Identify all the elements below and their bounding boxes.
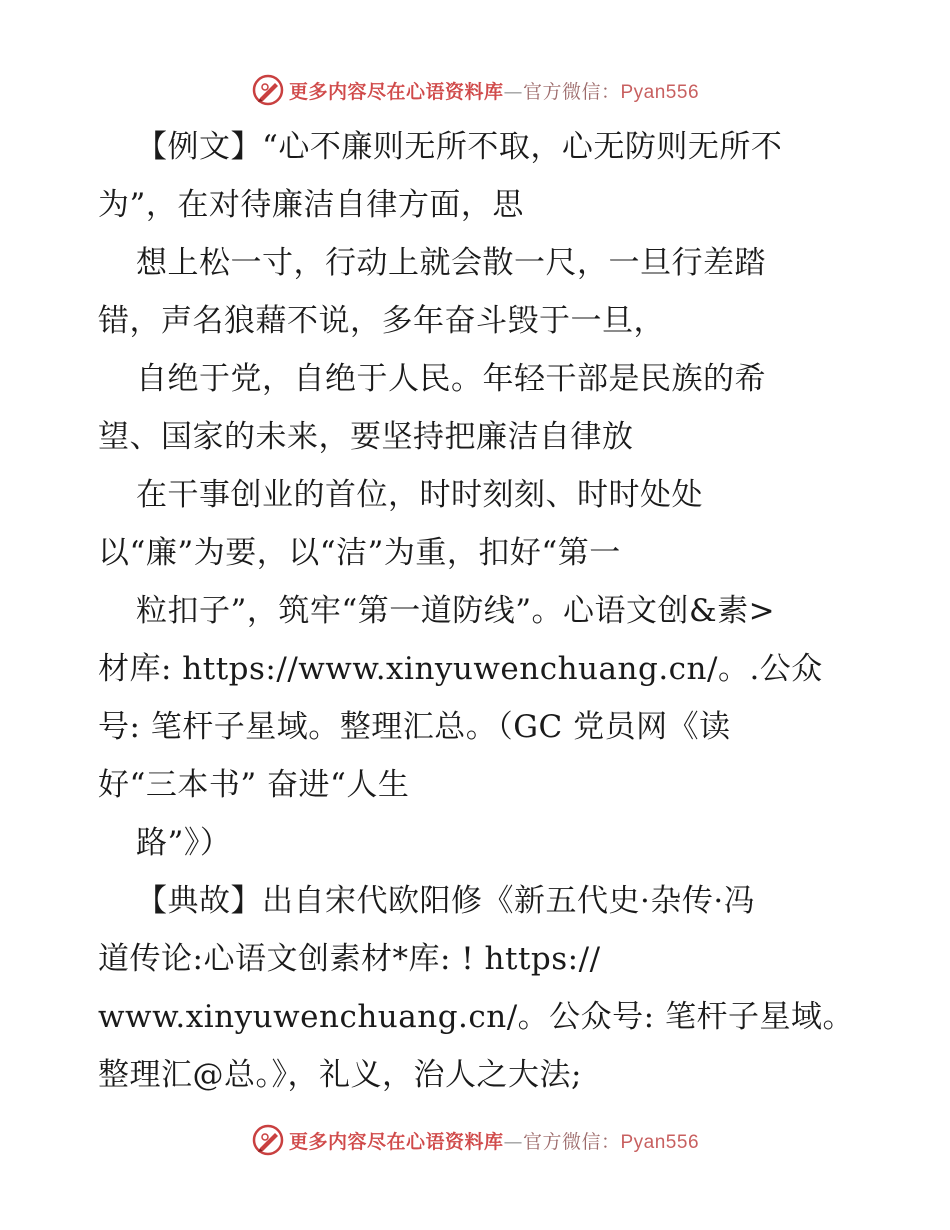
header-banner-text bbox=[289, 77, 699, 104]
body-line: 自绝于党，自绝于人民。年轻干部是民族的希 bbox=[136, 361, 766, 397]
banner-wechat-id: Pyan556 bbox=[620, 81, 700, 103]
body-line: 整理汇@总。》，礼义，治人之大法; bbox=[98, 1057, 582, 1093]
footer-banner-text bbox=[289, 1127, 699, 1154]
banner-wechat-label: 官方微信： bbox=[522, 80, 621, 103]
banner-wechat-label: 官方微信： bbox=[522, 1130, 621, 1153]
body-line: 路”》） bbox=[136, 825, 232, 861]
body-line: 道传论:心语文创素材*库: ! https:// bbox=[98, 941, 601, 977]
body-line: 为”，在对待廉洁自律方面，思 bbox=[98, 187, 524, 223]
header-banner bbox=[0, 70, 950, 110]
pen-logo-icon bbox=[251, 73, 285, 107]
body-line: www.xinyuwenchuang.cn/。公众号: 笔杆子星域。 bbox=[98, 999, 854, 1035]
banner-main-text: 更多内容尽在心语资料库 bbox=[288, 80, 504, 103]
banner-main-text: 更多内容尽在心语资料库 bbox=[288, 1130, 504, 1153]
body-line: 号: 笔杆子星域。整理汇总。（GC 党员网《读 bbox=[98, 709, 731, 745]
body-line: 在干事创业的首位，时时刻刻、时时处处 bbox=[136, 477, 703, 513]
banner-dash: — bbox=[503, 1130, 523, 1153]
body-line: 想上松一寸，行动上就会散一尺，一旦行差踏 bbox=[136, 245, 766, 281]
document-body bbox=[98, 118, 868, 1104]
banner-wechat-id: Pyan556 bbox=[620, 1131, 700, 1153]
body-line: 【典故】出自宋代欧阳修《新五代史·杂传·冯 bbox=[136, 883, 756, 919]
body-line: 错，声名狼藉不说，多年奋斗毁于一旦， bbox=[98, 303, 665, 339]
body-line: 望、国家的未来，要坚持把廉洁自律放 bbox=[98, 419, 634, 455]
body-line: 粒扣子”，筑牢“第一道防线”。心语文创&素> bbox=[136, 593, 776, 629]
pen-logo-icon bbox=[251, 1123, 285, 1157]
body-line: 以“廉”为要，以“洁”为重，扣好“第一 bbox=[98, 535, 621, 571]
body-line: 【例文】“心不廉则无所不取，心无防则无所不 bbox=[136, 129, 783, 165]
footer-banner bbox=[0, 1120, 950, 1160]
banner-dash: — bbox=[503, 80, 523, 103]
body-line: 好“三本书” 奋进“人生 bbox=[98, 767, 410, 803]
body-line: 材库: https://www.xinyuwenchuang.cn/。.公众 bbox=[98, 651, 823, 687]
